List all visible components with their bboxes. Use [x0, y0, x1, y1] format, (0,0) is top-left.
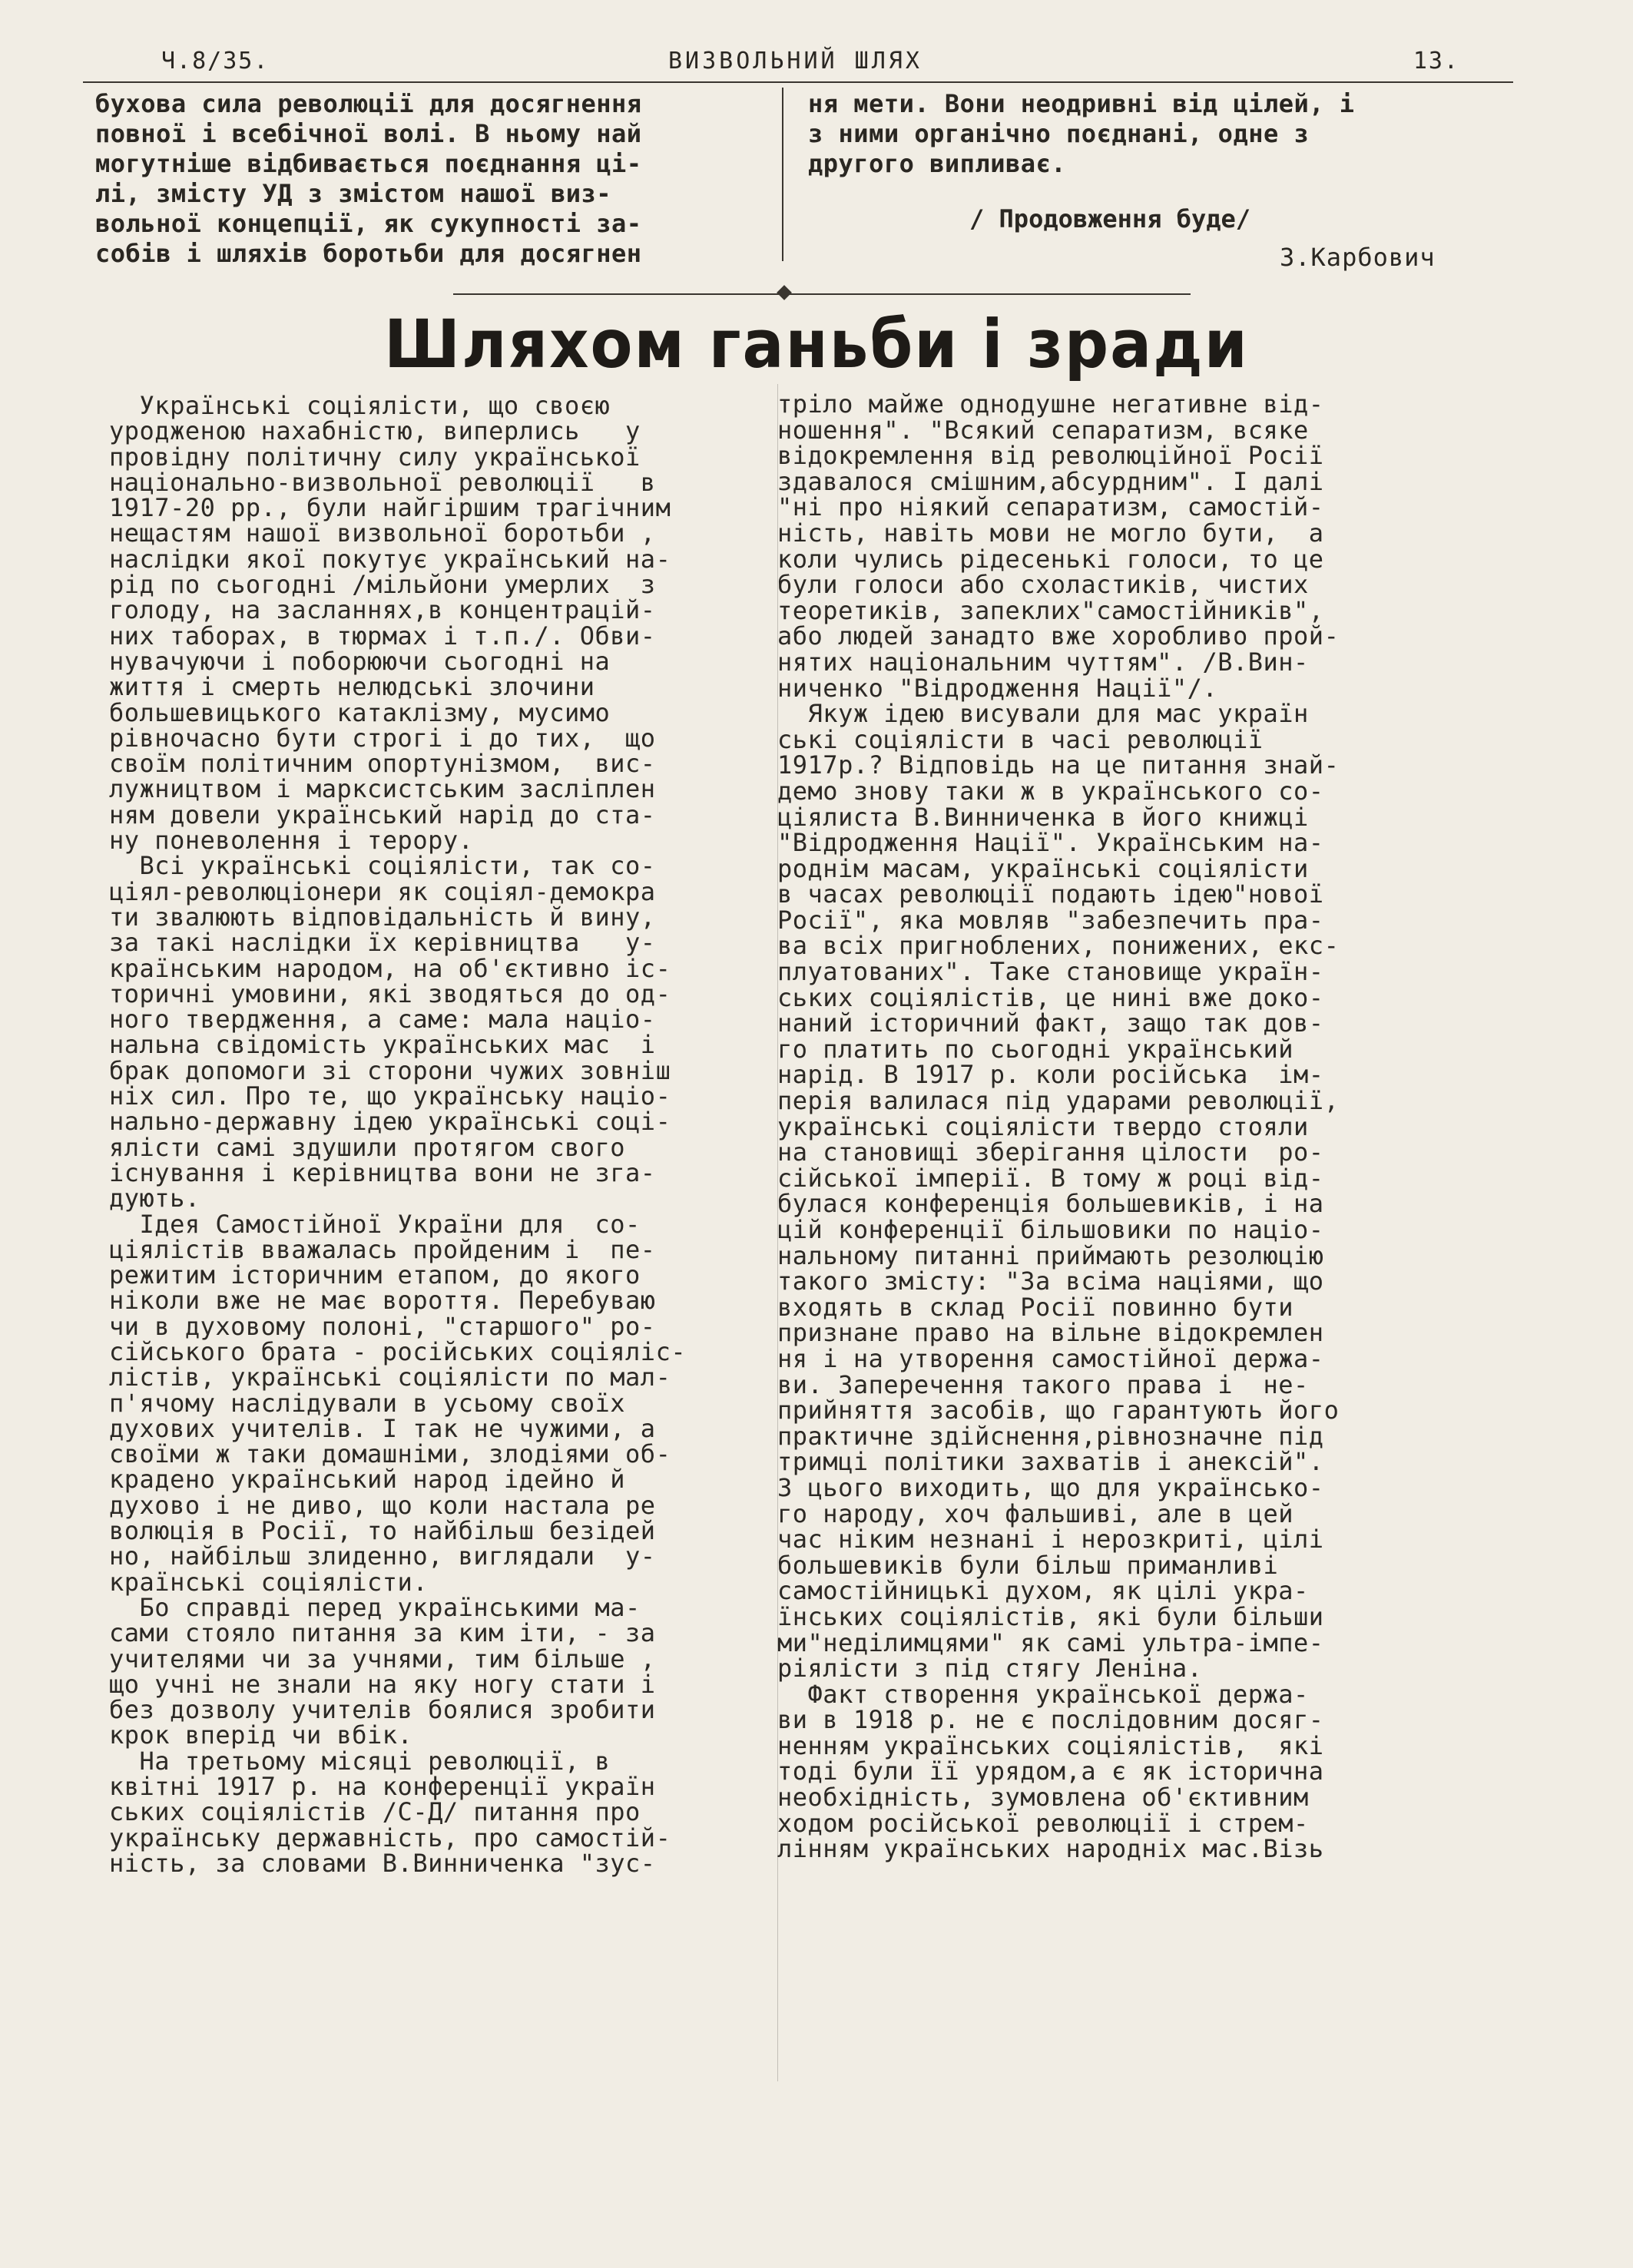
text-line: наний історичний факт, защо так дов-: [777, 1008, 1324, 1038]
text-line: Українські соціялісти, що своєю: [109, 391, 611, 420]
text-line: самостійницькі духом, як цілі укра-: [777, 1576, 1309, 1606]
text-line: "Відродження Нації". Українським на-: [777, 828, 1324, 858]
text-line: ношення". "Всякий сепаратизм, всяке: [777, 415, 1309, 445]
text-line: ціялиста В.Винниченка в його книжці: [777, 802, 1309, 832]
text-line: відокремлення від революційної Росії: [777, 441, 1324, 471]
text-line: нарід. В 1917 р. коли російська ім-: [777, 1060, 1324, 1090]
text-line: квітні 1917 р. на конференції україн: [109, 1772, 656, 1802]
text-line: другого випливає.: [808, 149, 1067, 178]
text-line: Всі українські соціялісти, так со-: [109, 851, 656, 881]
text-line: життя і смерть нелюдські злочини: [109, 672, 595, 702]
text-line: собів і шляхів боротьби для досягнен: [95, 239, 642, 268]
text-line: країнським народом, на об'єктивно іс-: [109, 953, 671, 983]
text-line: ніколи вже не має вороття. Перебуваю: [109, 1286, 656, 1316]
text-line: большевицького катаклізму, мусимо: [109, 697, 611, 727]
text-line: цій конференції більшовики по націо-: [777, 1215, 1324, 1244]
text-line: лужництвом і марксистським засліплен: [109, 774, 656, 804]
separator-ornament: [777, 285, 792, 300]
text-line: рід по сьогодні /мільйони умерлих з: [109, 570, 656, 600]
text-line: нальному питанні приймають резолюцію: [777, 1240, 1324, 1270]
text-line: наслідки якої покутує український на-: [109, 544, 671, 574]
text-line: ного твердження, а саме: мала націо-: [109, 1005, 656, 1035]
continuation-right-column: [808, 89, 1469, 179]
text-line: учителями чи за учнями, тим більше ,: [109, 1644, 656, 1674]
text-line: булася конференція большевиків, і на: [777, 1189, 1324, 1219]
text-line: ніх сил. Про те, що українську націо-: [109, 1081, 671, 1111]
text-line: ність, за словами В.Винниченка "зус-: [109, 1848, 656, 1878]
text-line: їнських соціялістів, які були більши: [777, 1601, 1324, 1631]
journal-title: ВИЗВОЛЬНИЙ ШЛЯХ: [668, 48, 922, 74]
text-line: ня мети. Вони неодривні від цілей, і: [808, 89, 1355, 118]
text-line: но, найбільш злиденно, виглядали у-: [109, 1541, 656, 1571]
text-line: волюція в Росії, то найбільш безідей: [109, 1516, 656, 1546]
text-line: ських соціялістів /С-Д/ питання про: [109, 1797, 641, 1827]
text-line: ські соціялісти в часі революції: [777, 724, 1264, 754]
text-line: ня і на утворення самостійної держа-: [777, 1343, 1324, 1373]
text-line: уродженою нахабністю, виперлись у: [109, 416, 641, 446]
text-line: "ні про ніякий сепаратизм, самостій-: [777, 492, 1324, 522]
text-line: торичні умовини, які зводяться до од-: [109, 978, 671, 1008]
text-line: нещастям нашої визвольної боротьби ,: [109, 518, 656, 548]
text-line: українські соціялісти твердо стояли: [777, 1111, 1309, 1141]
text-line: Факт створення української держа-: [777, 1679, 1309, 1709]
text-line: необхідність, зумовлена об'єктивним: [777, 1783, 1309, 1813]
text-line: Ідея Самостійної України для со-: [109, 1209, 641, 1239]
text-line: плуатованих". Таке становище україн-: [777, 957, 1324, 987]
text-line: З цього виходить, що для українсько-: [777, 1472, 1324, 1502]
text-line: го народу, хоч фальшиві, але в цей: [777, 1498, 1294, 1528]
article-right-column: [777, 389, 1484, 1864]
text-line: ви в 1918 р. не є послідовним досяг-: [777, 1705, 1324, 1735]
text-line: режитим історичним етапом, до якого: [109, 1260, 641, 1290]
text-line: за такі наслідки їх керівництва у-: [109, 928, 656, 958]
article-left-column: [109, 393, 785, 1876]
text-line: ність, навіть мови не могло бути, а: [777, 518, 1324, 548]
text-line: голоду, на засланнях,в концентрацій-: [109, 595, 656, 625]
text-line: дують.: [109, 1184, 200, 1213]
text-line: большевиків були більш приманливі: [777, 1550, 1279, 1580]
text-line: існування і керівництва вони не зга-: [109, 1157, 656, 1187]
text-line: ходом російської революції і стрем-: [777, 1808, 1309, 1838]
text-line: чи в духовому полоні, "старшого" ро-: [109, 1311, 656, 1341]
text-line: духових учителів. І так не чужими, а: [109, 1413, 656, 1443]
text-line: ням довели український нарід до ста-: [109, 800, 656, 829]
text-line: 1917р.? Відповідь на це питання знай-: [777, 750, 1340, 780]
text-line: час ніким незнані і нерозкриті, цілі: [777, 1525, 1324, 1554]
author-signature: З.Карбович: [1280, 243, 1436, 272]
text-line: п'ячому наслідували в усьому своїх: [109, 1388, 626, 1418]
text-line: ненням українських соціялістів, які: [777, 1730, 1324, 1760]
text-line: нувачуючи і поборюючи сьогодні на: [109, 646, 611, 676]
continuation-left-column: [95, 89, 771, 269]
text-line: рівночасно бути строгі і до тих, що: [109, 723, 656, 753]
running-header: [161, 48, 1459, 78]
text-line: Росії", яка мовляв "забезпечить пра-: [777, 905, 1324, 935]
article-separator-rule: [453, 293, 1191, 295]
text-line: крадено український народ ідейно й: [109, 1465, 626, 1495]
text-line: з ними органічно поєднані, одне з: [808, 119, 1310, 148]
text-line: ми"неділимцями" як самі ультра-імпе-: [777, 1627, 1324, 1657]
text-line: національно-визвольної революції в: [109, 467, 656, 497]
text-line: Якуж ідею висували для мас україн: [777, 699, 1309, 729]
text-line: сійського брата - російських соціяліс-: [109, 1336, 687, 1366]
header-rule: [83, 81, 1513, 83]
text-line: 1917-20 рр., були найгіршим трагічним: [109, 493, 671, 523]
text-line: демо знову таки ж в українського со-: [777, 776, 1324, 806]
text-line: були голоси або схоластиків, чистих: [777, 570, 1309, 600]
text-line: ти звалюють відповідальність й вину,: [109, 902, 656, 932]
text-line: крок вперід чи вбік.: [109, 1720, 413, 1750]
text-line: провідну політичну силу української: [109, 442, 641, 472]
text-line: ціялістів вважалась пройденим і пе-: [109, 1234, 656, 1264]
continued-note: / Продовження буде/: [969, 204, 1251, 233]
text-line: нятих національним чуттям". /В.Вин-: [777, 647, 1309, 677]
text-line: тоді були її урядом,а є як історична: [777, 1756, 1324, 1786]
text-line: тріло майже однодушне негативне від-: [777, 389, 1324, 419]
text-line: здавалося смішним,абсурдним". І далі: [777, 466, 1324, 496]
text-line: роднім масам, українські соціялісти: [777, 853, 1309, 883]
text-line: бухова сила революції для досягнення: [95, 89, 642, 118]
text-line: лі, змісту УД з змістом нашої виз-: [95, 179, 612, 208]
text-line: коли чулись рідесенькі голоси, то це: [777, 544, 1324, 574]
text-line: ва всіх пригноблених, понижених, екс-: [777, 931, 1340, 961]
text-line: своїм політичним опортунізмом, вис-: [109, 749, 656, 779]
issue-number: Ч.8/35.: [161, 48, 270, 74]
text-line: могутніше відбивається поєднання ці-: [95, 149, 642, 178]
text-line: ріялісти з під стягу Леніна.: [777, 1654, 1203, 1684]
text-line: в часах революції подають ідею"нової: [777, 879, 1324, 909]
text-line: сійської імперії. В тому ж році від-: [777, 1163, 1324, 1193]
text-line: що учні не знали на яку ногу стати і: [109, 1669, 656, 1699]
text-line: нально-державну ідею українські соці-: [109, 1107, 671, 1137]
text-line: або людей занадто вже хоробливо прой-: [777, 621, 1340, 651]
text-line: без дозволу учителів боялися зробити: [109, 1695, 656, 1725]
text-line: Бо справді перед українськими ма-: [109, 1592, 641, 1622]
text-line: нальна свідомість українських мас і: [109, 1030, 656, 1060]
text-line: вольної концепції, як сукупності за-: [95, 209, 642, 238]
text-line: брак допомоги зі сторони чужих зовніш: [109, 1055, 671, 1085]
text-line: тримці політики захватів і анексій".: [777, 1447, 1324, 1477]
text-line: українську державність, про самостій-: [109, 1823, 671, 1852]
text-line: практичне здійснення,рівнозначне під: [777, 1421, 1324, 1451]
text-line: ниченко "Відродження Нації"/.: [777, 673, 1218, 703]
article-headline: Шляхом ганьби і зради: [384, 306, 1249, 383]
text-line: ціял-революціонери як соціял-демокра: [109, 876, 656, 906]
text-line: лістів, українські соціялісти по мал-: [109, 1362, 671, 1392]
text-line: перія валилася під ударами революції,: [777, 1086, 1340, 1116]
text-line: прийняття засобів, що гарантують його: [777, 1396, 1340, 1425]
text-line: На третьому місяці революції, в: [109, 1746, 611, 1776]
text-line: лінням українських народніх мас.Візь: [777, 1834, 1324, 1864]
text-line: повної і всебічної волі. В ньому най: [95, 119, 642, 148]
text-line: ялісти самі здушили протягом свого: [109, 1132, 626, 1162]
text-line: теоретиків, запеклих"самостійників",: [777, 595, 1324, 625]
text-line: своїми ж таки домашніми, злодіями об-: [109, 1439, 671, 1469]
text-line: го платить по сьогодні український: [777, 1034, 1294, 1064]
text-line: признане право на вільне відокремлен: [777, 1318, 1324, 1348]
column-divider: [782, 88, 783, 261]
text-line: духово і не диво, що коли настала ре: [109, 1490, 656, 1520]
text-line: ських соціялістів, це нині вже доко-: [777, 982, 1324, 1012]
text-line: країнські соціялісти.: [109, 1567, 429, 1597]
text-line: на становищі зберігання цілости ро-: [777, 1137, 1324, 1167]
text-line: ну поневолення і терору.: [109, 826, 474, 856]
text-line: такого змісту: "За всіма націями, що: [777, 1266, 1324, 1296]
text-line: входять в склад Росії повинно бути: [777, 1292, 1294, 1322]
text-line: сами стояло питання за ким іти, - за: [109, 1618, 656, 1648]
page-number: 13.: [1413, 48, 1459, 74]
text-line: них таборах, в тюрмах і т.п./. Обви-: [109, 621, 656, 651]
text-line: ви. Заперечення такого права і не-: [777, 1369, 1309, 1399]
